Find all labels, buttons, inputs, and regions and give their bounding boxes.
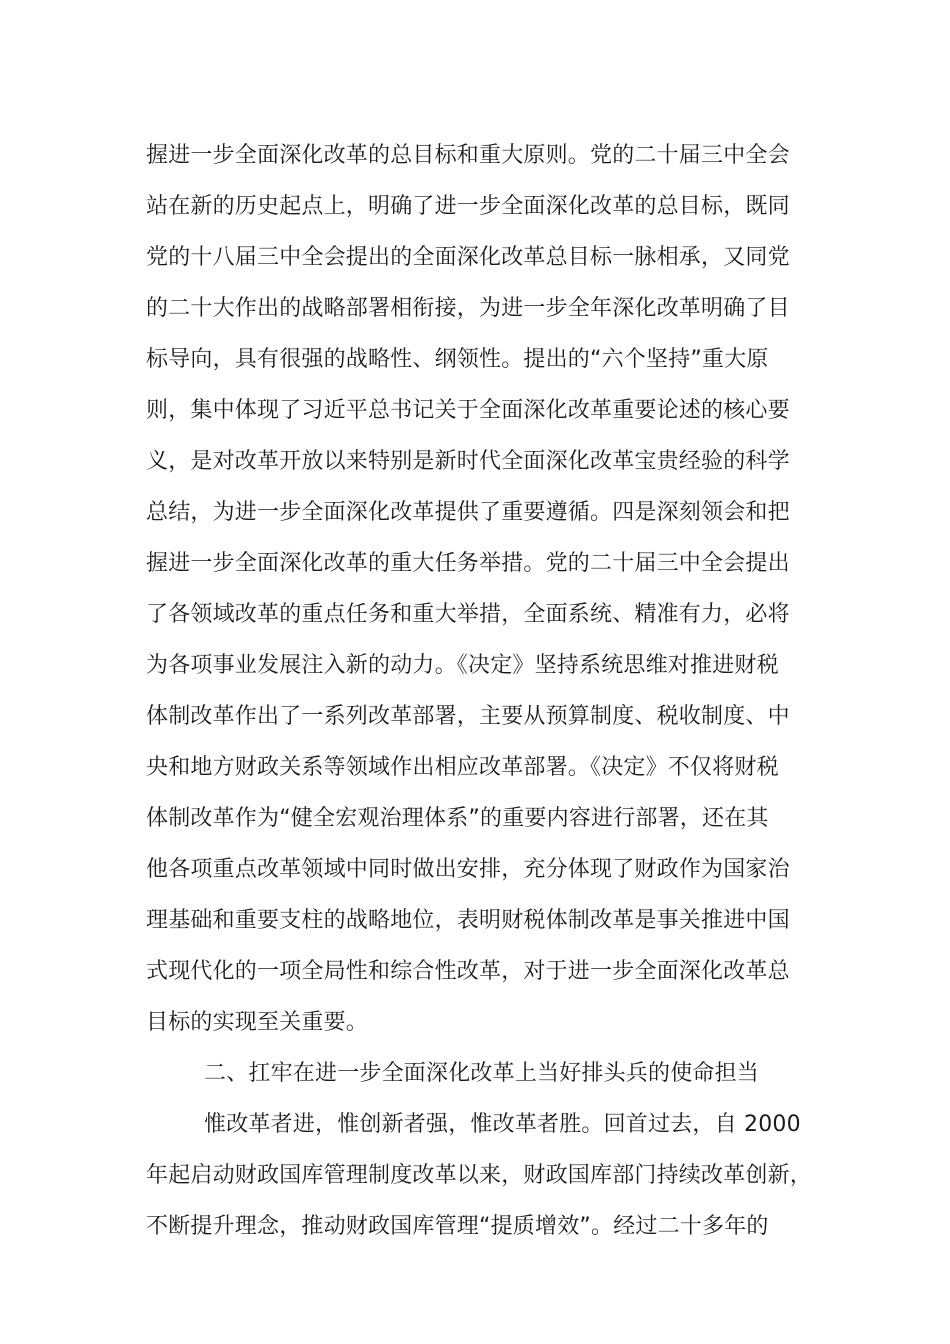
- paragraph-line: 年起启动财政国库管理制度改革以来，财政国库部门持续改革创新，: [146, 1163, 813, 1188]
- paragraph-line: 体制改革作为“健全宏观治理体系”的重要内容进行部署，还在其: [146, 806, 769, 831]
- paragraph-line: 央和地方财政关系等领域作出相应改革部署。《决定》不仅将财税: [146, 755, 779, 780]
- paragraph-line: 他各项重点改革领域中同时做出安排，充分体现了财政作为国家治: [146, 857, 790, 882]
- section-heading: 二、扛牢在进一步全面深化改革上当好排头兵的使命担当: [204, 1061, 760, 1086]
- paragraph-line: 握进一步全面深化改革的重大任务举措。党的二十届三中全会提出: [146, 551, 790, 576]
- paragraph-line: 党的十八届三中全会提出的全面深化改革总目标一脉相承，又同党: [146, 245, 790, 270]
- paragraph-line: 不断提升理念，推动财政国库管理“提质增效”。经过二十多年的: [146, 1214, 769, 1239]
- paragraph-line: 标导向，具有很强的战略性、纲领性。提出的“六个坚持”重大原: [146, 347, 769, 372]
- paragraph-line: 则，集中体现了习近平总书记关于全面深化改革重要论述的核心要: [146, 398, 790, 423]
- paragraph-line: 的二十大作出的战略部署相衔接，为进一步全年深化改革明确了目: [146, 296, 790, 321]
- paragraph-line: 站在新的历史起点上，明确了进一步全面深化改革的总目标，既同: [146, 194, 790, 219]
- paragraph-line: 义，是对改革开放以来特别是新时代全面深化改革宝贵经验的科学: [146, 449, 790, 474]
- paragraph-line: 握进一步全面深化改革的总目标和重大原则。党的二十届三中全会: [146, 143, 790, 168]
- paragraph-line: 式现代化的一项全局性和综合性改革，对于进一步全面深化改革总: [146, 959, 790, 984]
- paragraph-line: 了各领域改革的重点任务和重大举措，全面系统、精准有力，必将: [146, 602, 790, 627]
- paragraph-line: 目标的实现至关重要。: [146, 1010, 369, 1035]
- paragraph-line: 总结，为进一步全面深化改革提供了重要遵循。四是深刻领会和把: [146, 500, 790, 525]
- paragraph-line: 体制改革作出了一系列改革部署，主要从预算制度、税收制度、中: [146, 704, 790, 729]
- paragraph-line: 理基础和重要支柱的战略地位，表明财税体制改革是事关推进中国: [146, 908, 790, 933]
- paragraph-line: 为各项事业发展注入新的动力。《决定》坚持系统思维对推进财税: [146, 653, 779, 678]
- document-body: [146, 130, 826, 1252]
- paragraph-line: 惟改革者进，惟创新者强，惟改革者胜。回首过去，自 2000: [204, 1112, 801, 1137]
